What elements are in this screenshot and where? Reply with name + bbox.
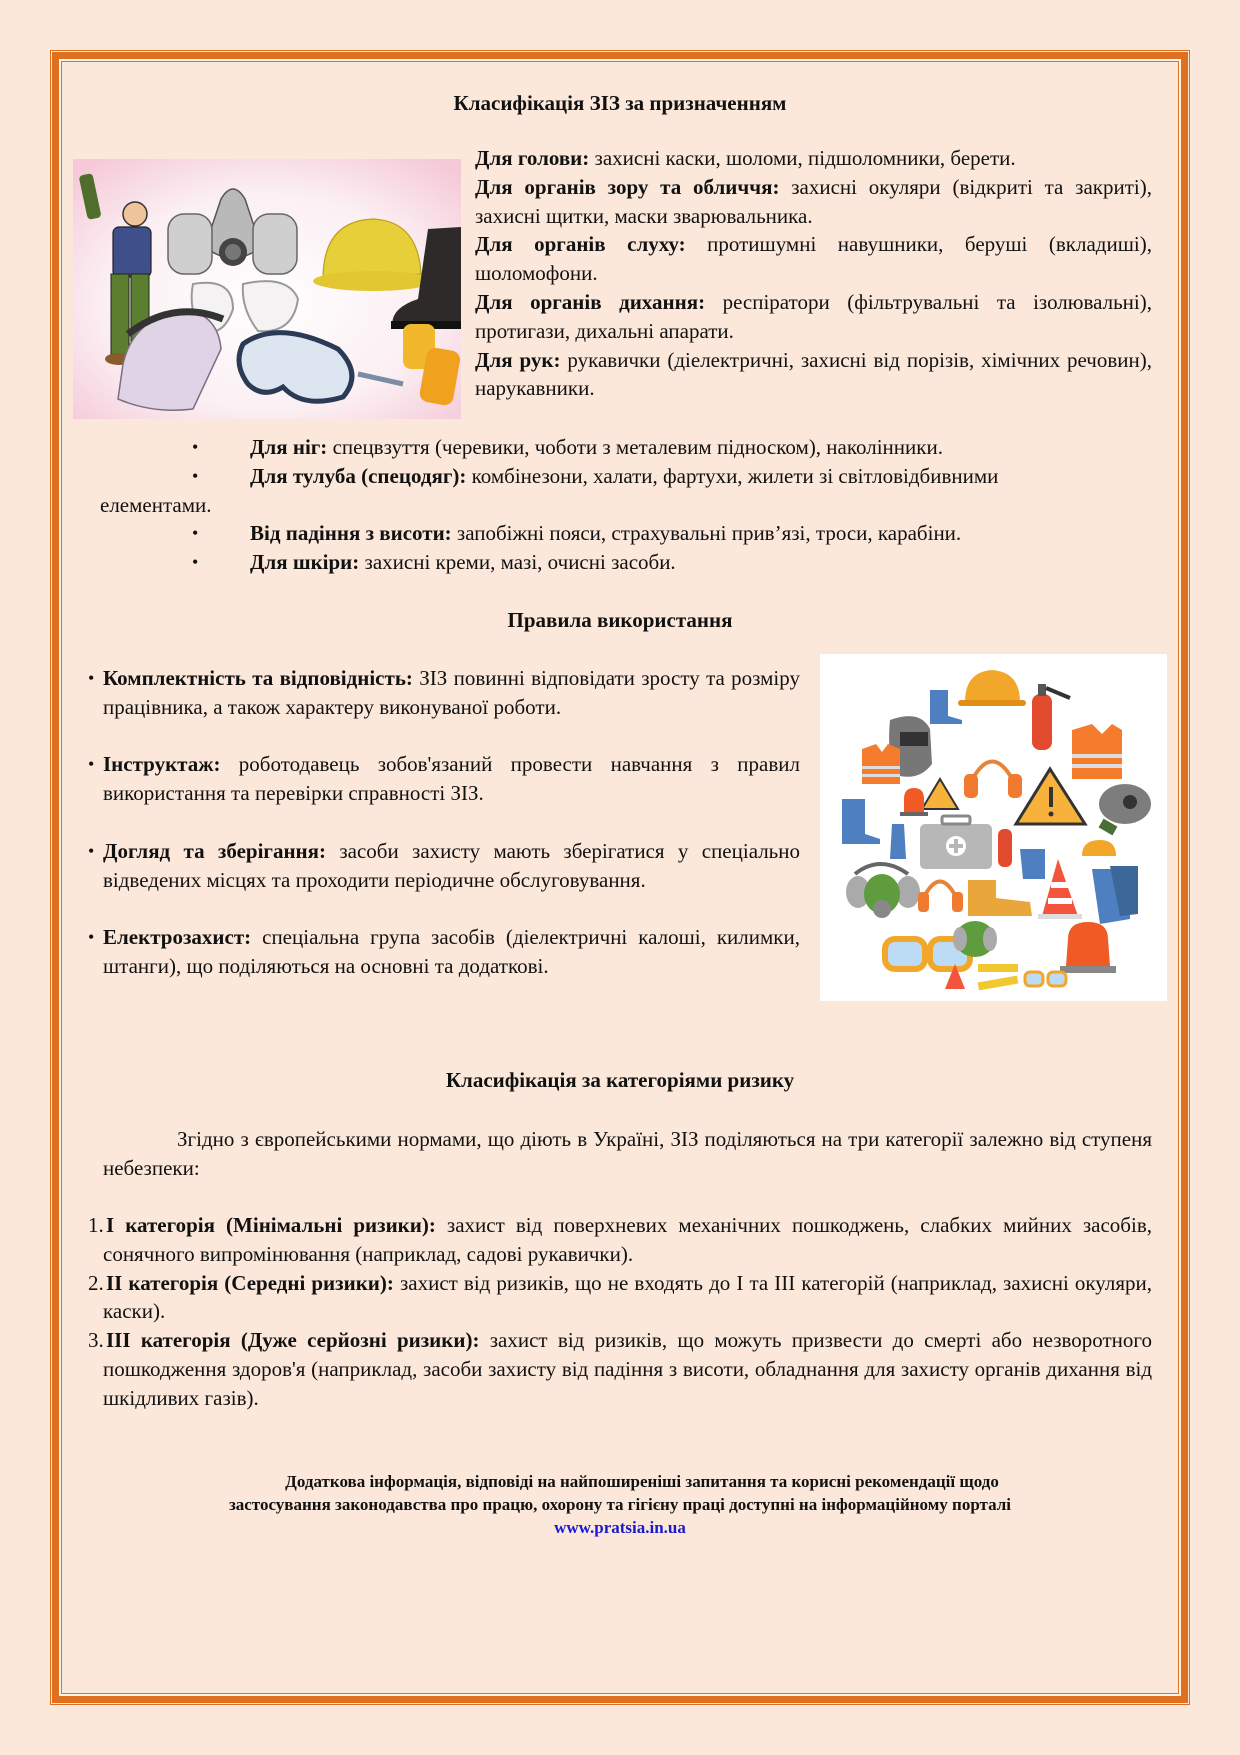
section-title-usage-rules: Правила використання [507, 608, 733, 632]
usage-rules-list [88, 664, 800, 981]
rule-item-completeness: • Комплектність та відповідність: ЗІЗ повинні відповідати зросту та розміру працівника, а також характеру виконуваної роботи. [88, 666, 800, 719]
bullet-item-skin: • Для шкіри: захисні креми, мазі, очисні засоби. [100, 548, 1152, 577]
list-number: 1. [88, 1213, 104, 1237]
footer-info [100, 1470, 1140, 1539]
purpose-item-eyes: Для органів зору та обличчя: захисні окуляри (відкриті та закриті), захисні щитки, маски зварювальника. [475, 174, 1152, 228]
ppe-items-image [73, 159, 461, 419]
bullet-icon: • [192, 465, 199, 486]
list-number: 3. [88, 1328, 104, 1353]
section-title-purpose: Класифікація ЗІЗ за призначенням [453, 91, 787, 115]
risk-category-3: 3. III категорія (Дуже серйозні ризики): захист від ризиків, що можуть призвести до смерті або незворотного пошкодження здоров'я (наприклад, засоби захисту від падіння з висоти, обладнання для захисту органів дихання від шкідливих газів). [88, 1328, 1152, 1410]
list-number: 2. [88, 1270, 104, 1295]
rule-item-electrical: • Електрозахист: спеціальна група засобів (діелектричні калоші, килимки, штанги), що поділяються на основні та додаткові. [88, 925, 800, 978]
safety-vest-icon [1072, 724, 1122, 779]
risk-categories-list [88, 1211, 1152, 1413]
purpose-bullet-list [100, 433, 1152, 577]
purpose-list-right [475, 144, 1152, 403]
bullet-icon: • [88, 668, 95, 688]
purpose-item-hearing: Для органів слуху: протишумні навушники, беруші (вкладиші), шоломофони. [475, 232, 1152, 286]
footer-line-2: застосування законодавства про працю, охорону та гігієну праці доступні на інформаційному порталі [228, 1495, 1012, 1514]
bullet-item-torso-continuation: елементами. [100, 492, 212, 517]
bullet-icon: • [88, 927, 95, 948]
ppe-icons-collage [820, 654, 1167, 1001]
purpose-item-hands: Для рук: рукавички (діелектричні, захисні від порізів, хімічних речовин), нарукавники. [475, 347, 1152, 401]
bullet-icon: • [88, 754, 95, 775]
bullet-icon: • [192, 552, 199, 573]
rule-item-care-storage: • Догляд та зберігання: засоби захисту мають зберігатися у спеціально відведених місцях та проходити періодичне обслуговування. [88, 838, 800, 892]
section-title-risk-categories: Класифікація за категоріями ризику [445, 1068, 795, 1092]
risk-category-1: 1. I категорія (Мінімальні ризики): захист від поверхневих механічних пошкоджень, слабких мийних засобів, сонячного випромінювання (наприклад, садові рукавички). [88, 1213, 1152, 1266]
purpose-item-breathing: Для органів дихання: респіратори (фільтрувальні та ізолювальні), протигази, дихальні апарати. [475, 289, 1152, 343]
bullet-icon: • [192, 437, 199, 457]
glove-icon [1020, 849, 1045, 879]
fire-extinguisher-icon [998, 829, 1012, 867]
bullet-icon: • [88, 840, 95, 861]
purpose-item-head: Для голови: захисні каски, шоломи, підшоломники, берети. [475, 146, 1016, 170]
bullet-item-torso: • Для тулуба (спецодяг): комбінезони, халати, фартухи, жилети зі світловідбивними [100, 462, 1152, 491]
footer-line-1: Додаткова інформація, відповіді на найпоширеніші запитання та корисні рекомендації щодо [285, 1472, 999, 1491]
portal-link[interactable]: www.pratsia.in.ua [554, 1518, 686, 1537]
risk-intro-paragraph: Згідно з європейськими нормами, що діють в Україні, ЗІЗ поділяються на три категорії залежно від ступеня небезпеки: [103, 1127, 1152, 1180]
glove-icon [890, 824, 906, 859]
risk-category-2: 2. II категорія (Середні ризики): захист від ризиків, що не входять до I та III категорій (наприклад, захисні окуляри, каски). [88, 1270, 1152, 1324]
rule-item-instruction: • Інструктаж: роботодавець зобов'язаний провести навчання з правил використання та перевірки справності ЗІЗ. [88, 752, 800, 806]
bullet-item-legs: • Для ніг: спецвзуття (черевики, чоботи з металевим підноском), наколінники. [100, 433, 1152, 462]
bullet-icon: • [192, 523, 199, 544]
bullet-item-fall: • Від падіння з висоти: запобіжні пояси, страхувальні прив’язі, троси, карабіни. [100, 519, 1152, 548]
